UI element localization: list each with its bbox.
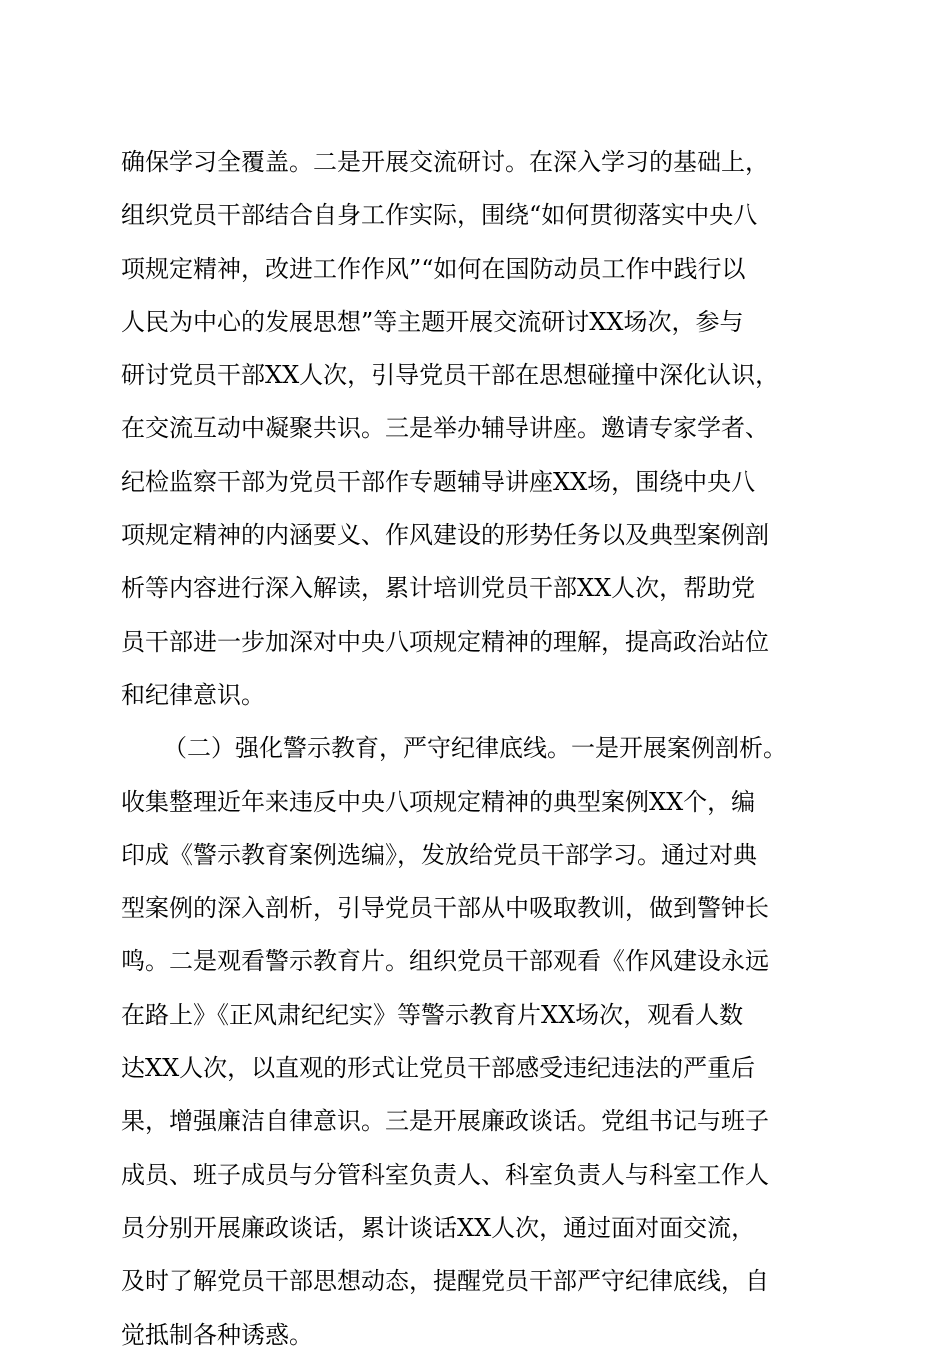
text-line: 析等内容进行深入解读，累计培训党员干部XX人次，帮助党 (121, 574, 756, 603)
body-text (0, 136, 950, 1362)
text-line: 收集整理近年来违反中央八项规定精神的典型案例XX个，编 (121, 787, 756, 816)
text-line: 果，增强廉洁自律意识。三是开展廉政谈话。党组书记与班子 (121, 1107, 769, 1136)
text-line: 员分别开展廉政谈话，累计谈话XX人次，通过面对面交流， (121, 1213, 756, 1242)
text-line: 鸣。二是观看警示教育片。组织党员干部观看《作风建设永远 (121, 947, 769, 976)
section-heading-line: （二）强化警示教育，严守纪律底线。一是开展案例剖析。 (163, 734, 787, 763)
text-line: 在交流互动中凝聚共识。三是举办辅导讲座。邀请专家学者、 (121, 414, 769, 443)
text-line: 项规定精神的内涵要义、作风建设的形势任务以及典型案例剖 (121, 521, 769, 550)
text-line: 在路上》《正风肃纪纪实》等警示教育片XX场次，观看人数 (121, 1000, 744, 1029)
text-line: 项规定精神，改进工作作风”“如何在国防动员工作中践行以 (121, 254, 746, 283)
text-line: 印成《警示教育案例选编》，发放给党员干部学习。通过对典 (121, 840, 757, 869)
text-line: 研讨党员干部XX人次，引导党员干部在思想碰撞中深化认识， (121, 361, 780, 390)
text-line: 确保学习全覆盖。二是开展交流研讨。在深入学习的基础上， (121, 148, 769, 176)
text-line: 型案例的深入剖析，引导党员干部从中吸取教训，做到警钟长 (121, 894, 769, 923)
text-line: 纪检监察干部为党员干部作专题辅导讲座XX场，围绕中央八 (121, 467, 756, 496)
text-line: 成员、班子成员与分管科室负责人、科室负责人与科室工作人 (121, 1160, 769, 1189)
text-line: 和纪律意识。 (121, 680, 265, 709)
text-line: 及时了解党员干部思想动态，提醒党员干部严守纪律底线，自 (121, 1267, 769, 1296)
text-line: 觉抵制各种诱惑。 (121, 1320, 313, 1349)
text-line: 达XX人次，以直观的形式让党员干部感受违纪违法的严重后 (121, 1054, 756, 1083)
text-line: 员干部进一步加深对中央八项规定精神的理解，提高政治站位 (121, 627, 769, 656)
text-line: 人民为中心的发展思想”等主题开展交流研讨XX场次，参与 (121, 307, 744, 336)
text-line: 组织党员干部结合自身工作实际，围绕“如何贯彻落实中央八 (121, 201, 758, 230)
